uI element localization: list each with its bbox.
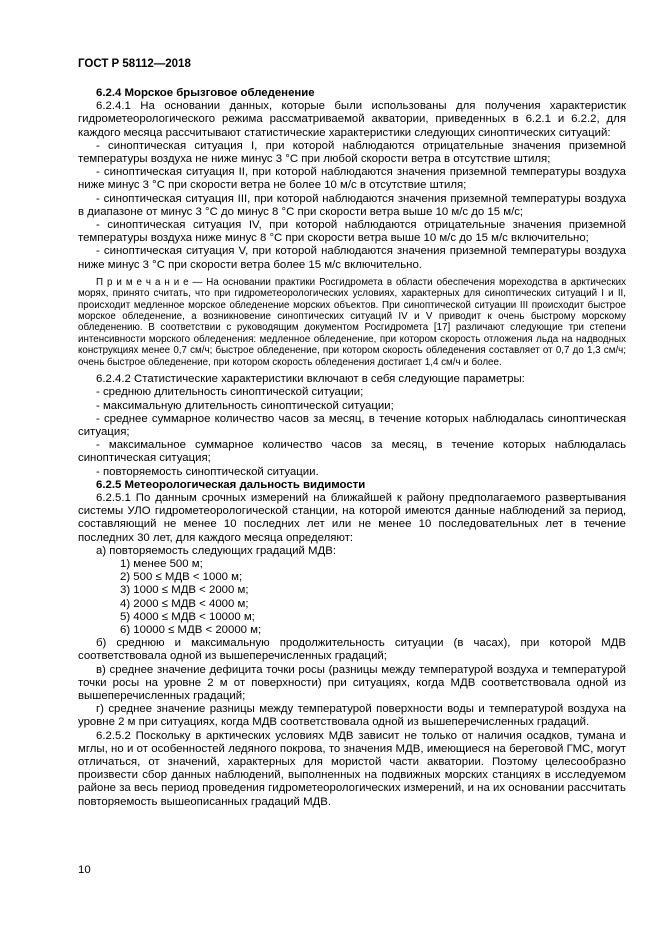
gradation-item-6: 6) 10000 ≤ МДВ < 20000 м; <box>120 623 262 636</box>
parameter-item-2: - максимальную длительность синоптической ситуации; <box>96 399 394 412</box>
parameter-item-4: - максимальное суммарное количество часов за месяц, в течение которых наблюдалась синоптическая ситуация; <box>78 439 626 465</box>
list-item-g: г) среднее значение разницы между температурой поверхности воды и температурой воздуха на уровне 2 м при ситуациях, когда МДВ соответствовала одной из вышеперечисленных градаций. <box>78 703 626 729</box>
paragraph-6-2-5-2: 6.2.5.2 Поскольку в арктических условиях МДВ зависит не только от наличия осадков, тумана и мглы, но и от особенностей ледяного покрова, то значения МДВ, имеющиеся на береговой ГМС, могут отличаться, от значений, характерных для мористой части акватории. Поэтому целесообразно произвести сбор данных наблюдений, выполненных на подвижных морских станциях в исследуемом районе за весь период проведения гидрометеорологических измерений, и на их основании рассчитать повторяемость вышеописанных градаций МДВ. <box>78 729 626 808</box>
parameter-item-3: - среднее суммарное количество часов за месяц, в течение которых наблюдалась синоптическая ситуация; <box>78 412 626 438</box>
paragraph-6-2-4-2: 6.2.4.2 Статистические характеристики включают в себя следующие параметры: <box>96 373 525 386</box>
gradation-item-5: 5) 4000 ≤ МДВ < 10000 м; <box>120 610 255 623</box>
situation-item-4: - синоптическая ситуация IV, при которой наблюдаются отрицательные значения приземной температуры воздуха ниже минус 8 °С при скорости ветра выше 10 м/с до 15 м/с включительно; <box>78 219 626 245</box>
gradation-item-2: 2) 500 ≤ МДВ < 1000 м; <box>120 571 243 584</box>
situation-item-1: - синоптическая ситуация I, при которой наблюдаются отрицательные значения приземной температуры воздуха не ниже минус 3 °С при любой скорости ветра в отсутствие штиля; <box>78 139 626 166</box>
paragraph-6-2-5-1: 6.2.5.1 По данным срочных измерений на ближайшей к району предполагаемого развертывания системы УЛО гидрометеорологической станции, на которой имеются данные наблюдений за период, составляющий не менее 10 последних лет или не менее 10 последовательных лет в течение последних 30 лет, для каждого месяца определяют: <box>78 491 626 544</box>
situation-item-2: - синоптическая ситуация II, при которой наблюдаются значения приземной температуры воздуха ниже минус 3 °С при скорости ветра не более 10 м/с в отсутствие штиля; <box>78 166 626 192</box>
paragraph-6-2-4-1: 6.2.4.1 На основании данных, которые были использованы для получения характеристик гидрометеорологического режима рассматриваемой акватории, приведенных в 6.2.1 и 6.2.2, для каждого месяца рассчитывают статистические характеристики следующих синоптических ситуаций: <box>78 100 626 139</box>
list-item-b: б) среднюю и максимальную продолжительность ситуации (в часах), при которой МДВ соответствовала одной из вышеперечисленных градаций; <box>78 637 626 663</box>
section-heading-6-2-5: 6.2.5 Метеорологическая дальность видимости <box>96 478 366 491</box>
parameter-item-1: - среднюю длительность синоптической ситуации; <box>96 386 364 399</box>
list-item-a: а) повторяемость следующих градаций МДВ: <box>96 544 336 557</box>
section-heading-6-2-4: 6.2.4 Морское брызговое обледенение <box>96 87 315 99</box>
list-item-v: в) среднее значение дефицита точки росы (разницы между температурой воздуха и температурой точки росы на уровне 2 м от поверхности) при ситуациях, когда МДВ соответствовала одной из вышеперечисленных градаций; <box>78 663 626 702</box>
page-number: 10 <box>78 864 91 876</box>
gradation-item-4: 4) 2000 ≤ МДВ < 4000 м; <box>120 597 249 610</box>
situation-item-5: - синоптическая ситуация V, при которой наблюдаются значения приземной температуры воздуха ниже минус 3 °С при скорости ветра более 15 м/с включительно. <box>78 245 626 271</box>
gradation-item-1: 1) менее 500 м; <box>120 557 203 570</box>
document-code: ГОСТ Р 58112—2018 <box>78 58 191 70</box>
parameter-item-5: - повторяемость синоптической ситуации. <box>96 465 319 478</box>
situation-item-3: - синоптическая ситуация III, при которой наблюдаются значения приземной температуры воздуха в диапазоне от минус 3 °С до минус 8 °С при скорости ветра выше 10 м/с до 15 м/с; <box>78 192 626 218</box>
gradation-item-3: 3) 1000 ≤ МДВ < 2000 м; <box>120 584 249 597</box>
note-text: П р и м е ч а н и е — На основании практики Росгидромета в области обеспечения мореходства в арктических морях, принято считать, что при гидрометеорологических условиях, характерных для синоптических ситуаций I и II, происходит медленное морское обледенение морских объектов. При синоптической ситуации III происходит быстрое морское обледенение, а возникновение синоптических ситуаций IV и V приводит к очень быстрому морскому обледенению. В соответствии с руководящим документом Росгидромета [17] различают следующие три степени интенсивности морского обледенения: медленное обледенение, при котором скорость отложения льда на надводных конструкциях менее 0,7 см/ч; быстрое обледенение, при котором скорость обледенения составляет от 0,7 до 1,3 см/ч; очень быстрое обледенение, при котором скорость обледенения достигает 1,4 см/ч и более. <box>78 276 626 368</box>
